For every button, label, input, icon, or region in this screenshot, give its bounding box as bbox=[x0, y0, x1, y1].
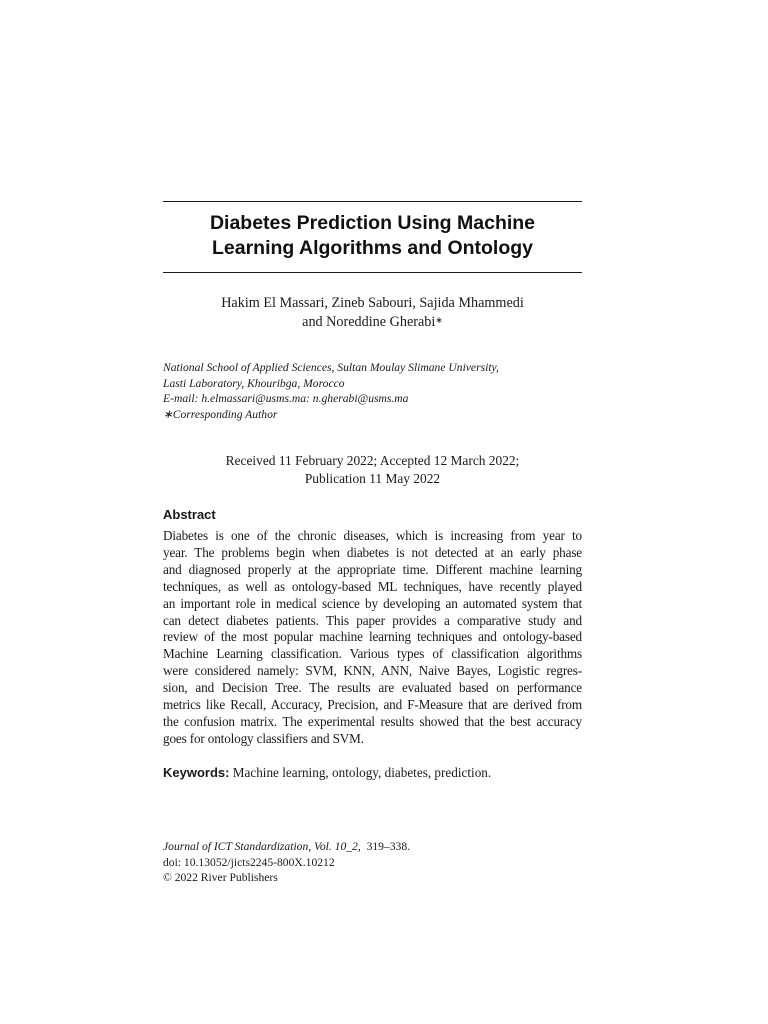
author-line bbox=[163, 313, 582, 332]
title-top-rule bbox=[163, 201, 582, 202]
keywords-label: Keywords: bbox=[163, 765, 230, 780]
abstract-line: Diabetes is one of the chronic diseases, which is increasing from year to bbox=[163, 528, 582, 543]
abstract-body bbox=[163, 528, 582, 748]
title-line: Learning Algorithms and Ontology bbox=[211, 237, 534, 259]
keywords-line bbox=[163, 764, 582, 781]
paper-title bbox=[163, 211, 582, 261]
title-bottom-rule bbox=[163, 272, 582, 273]
journal-name: Journal of ICT Standardization, Vol. 10_2, bbox=[163, 840, 361, 853]
corresponding-author-note: ∗Corresponding Author bbox=[163, 407, 278, 421]
page-range: 319–338. bbox=[360, 840, 411, 853]
author-line: Hakim El Massari, Zineb Sabouri, Sajida Mhammedi bbox=[221, 295, 524, 311]
abstract-heading: Abstract bbox=[163, 507, 216, 522]
abstract-line: the confusion matrix. The experimental results showed that the best accuracy bbox=[163, 713, 582, 729]
doi-line: doi: 10.13052/jicts2245-800X.10212 bbox=[163, 855, 335, 869]
email-line: E-mail: h.elmassari@usms.ma: n.gherabi@usms.ma bbox=[163, 392, 409, 406]
abstract-line: metrics like Recall, Accuracy, Precision, and F-Measure that are derived from bbox=[163, 697, 582, 713]
submission-dates bbox=[163, 452, 582, 487]
abstract-line: can detect diabetes patients. This paper provides a comparative study and bbox=[163, 612, 582, 628]
abstract-line: review of the most popular machine learning techniques and ontology-based bbox=[163, 629, 582, 645]
abstract-line: Machine Learning classification. Various types of classification algorithms bbox=[163, 646, 582, 662]
abstract-line: year. The problems begin when diabetes is not detected at an early phase bbox=[163, 544, 582, 560]
affiliation-line: Lasti Laboratory, Khouribga, Morocco bbox=[163, 376, 345, 390]
corresponding-mark: ∗ bbox=[435, 315, 443, 325]
affiliation-block bbox=[163, 360, 582, 422]
title-line: Diabetes Prediction Using Machine bbox=[209, 212, 536, 234]
journal-citation bbox=[163, 839, 582, 855]
copyright-line: © 2022 River Publishers bbox=[163, 871, 278, 885]
abstract-line: goes for ontology classifiers and SVM. bbox=[163, 730, 364, 746]
dates-line: Publication 11 May 2022 bbox=[304, 470, 441, 486]
abstract-line: sion, and Decision Tree. The results are evaluated based on performance bbox=[163, 680, 582, 696]
abstract-line: and diagnosed properly at the appropriate time. Different machine learning bbox=[163, 561, 582, 577]
affiliation-line: National School of Applied Sciences, Sultan Moulay Slimane University, bbox=[163, 361, 499, 374]
author-list bbox=[163, 294, 582, 332]
journal-footer bbox=[163, 839, 582, 886]
abstract-line: were considered namely: SVM, KNN, ANN, Naive Bayes, Logistic regres- bbox=[163, 663, 582, 679]
author-line-text: and Noreddine Gherabi bbox=[302, 314, 436, 330]
keywords-text: Machine learning, ontology, diabetes, prediction. bbox=[229, 765, 492, 780]
abstract-line: an important role in medical science by developing an automated system that bbox=[163, 595, 582, 611]
dates-line: Received 11 February 2022; Accepted 12 March 2022; bbox=[225, 453, 520, 468]
abstract-line: techniques, as well as ontology-based ML techniques, have recently played bbox=[163, 578, 582, 594]
